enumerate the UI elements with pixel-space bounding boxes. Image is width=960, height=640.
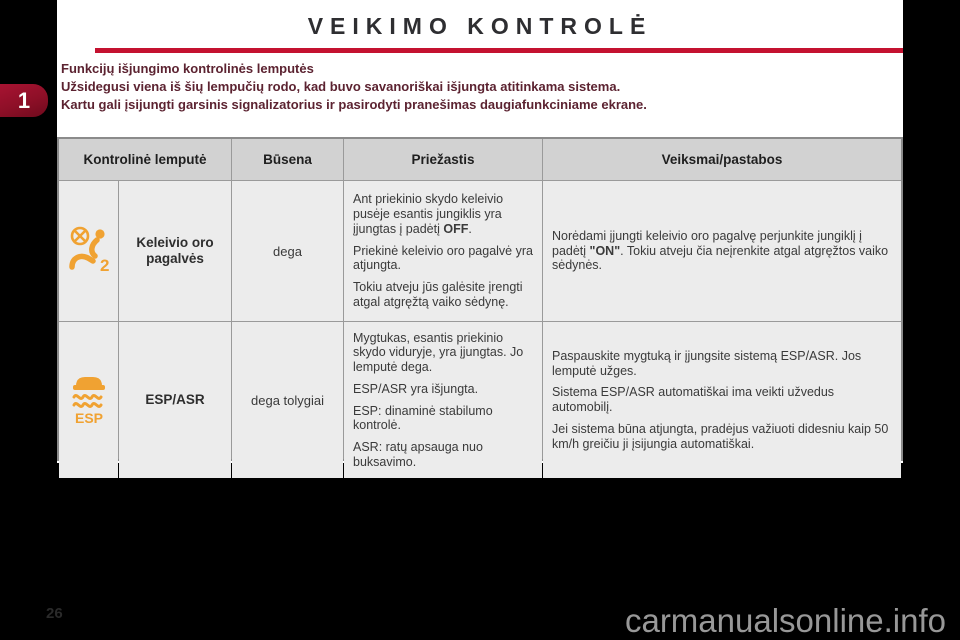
passenger-airbag-deactivated-lamp-icon (67, 225, 111, 278)
intro-block (61, 60, 821, 114)
watermark-link[interactable]: carmanualsonline.info (624, 602, 946, 639)
col-header-cause: Priežastis (344, 139, 542, 180)
table-row-2-actions: Paspauskite mygtuką ir įjungsite sistemą ESP/ASR. Jos lemputė užges. Sistema ESP/ASR automatiškai ima veikti užvedus automobilį. Jei sistema būna atjungta, pradėjus važiuoti didesniu kaip 50 km/h greičiu ji įsijungia automatiškai. (543, 322, 901, 478)
page-title: VEIKIMO KONTROLĖ (307, 13, 653, 39)
svg-text:2: 2 (99, 255, 109, 275)
table-row-2-icon-cell (59, 322, 118, 478)
intro-line-1: Užsidegusi viena iš šių lempučių rodo, kad buvo savanoriškai išjungta atitinkama sistema. (61, 79, 621, 94)
manual-page (57, 0, 903, 469)
page-number: 26 (46, 605, 63, 622)
table-row-1-status: dega (232, 181, 343, 321)
col-header-status: Būsena (232, 139, 343, 180)
table-row-1-icon-cell (59, 181, 118, 321)
table-row-1-actions: Norėdami įjungti keleivio oro pagalvę perjunkite jungiklį į padėtį "ON". Tokiu atveju čia neįrenkite atgal atgręžtos vaiko sėdynės. (543, 181, 901, 321)
warning-lamp-table (57, 137, 903, 469)
table-row-1-cause: Ant priekinio skydo keleivio pusėje esantis jungiklis yra įjungtas į padėtį OFF. Priekinė keleivio oro pagalvė yra atjungta. Tokiu atveju jūs galėsite įrengti atgal atgręžtą vaiko sėdynę. (344, 181, 542, 321)
col-header-indicator-lamp: Kontrolinė lemputė (59, 139, 231, 180)
chapter-number: 1 (17, 87, 31, 113)
table-row-2-cause: Mygtukas, esantis priekinio skydo viduryje, yra įjungtas. Jo lemputė dega. ESP/ASR yra išjungta. ESP: dinaminė stabilumo kontrolė. ASR: ratų apsauga nuo buksavimo. (344, 322, 542, 478)
title-rule (95, 48, 903, 53)
table-row-1-lamp-label: Keleivio oro pagalvės (119, 181, 231, 321)
col-header-actions: Veiksmai/pastabos (543, 139, 901, 180)
chapter-number-tab (0, 84, 48, 117)
svg-text:ESP: ESP (74, 409, 103, 426)
intro-heading: Funkcijų išjungimo kontrolinės lemputės (61, 61, 314, 76)
intro-line-2: Kartu gali įsijungti garsinis signalizatorius ir pasirodyti pranešimas daugiafunkciniame ekrane. (61, 97, 647, 112)
esp-asr-lamp-icon (68, 371, 110, 430)
table-row-2-lamp-label: ESP/ASR (119, 322, 231, 478)
table-row-2-status: dega tolygiai (232, 322, 343, 478)
